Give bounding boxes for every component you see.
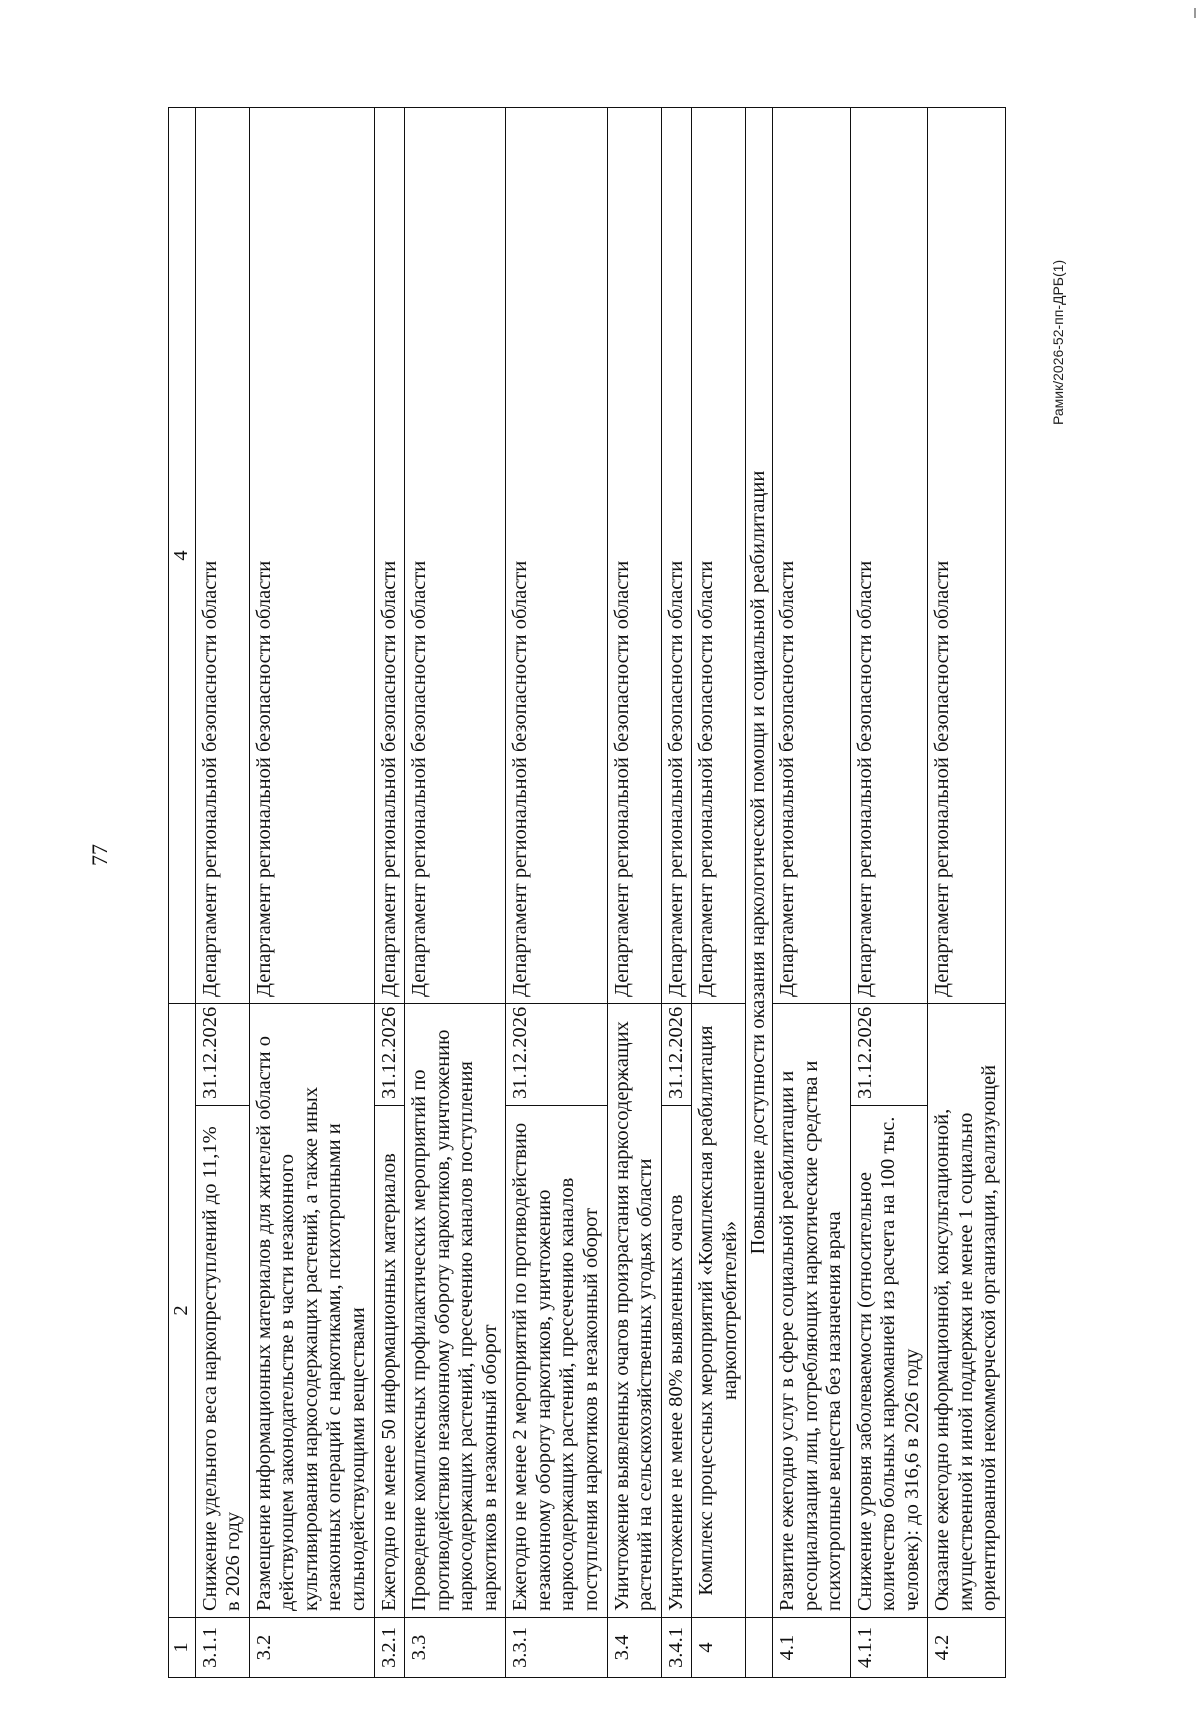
row-measure: Снижение удельного веса наркопреступлений до 11,1% в 2026 году bbox=[195, 1106, 249, 1618]
row-number: 3.3 bbox=[405, 1618, 506, 1678]
row-measure: Ежегодно не менее 2 мероприятий по противодействию незаконному обороту наркотиков, уничтожению наркосодержащих растений, пресечению каналов поступления наркотиков в незаконный оборот bbox=[506, 1106, 607, 1618]
table-row bbox=[195, 108, 249, 1678]
row-department: Департамент региональной безопасности области bbox=[772, 108, 850, 1004]
section-empty-cell bbox=[746, 1618, 773, 1678]
row-number: 3.1.1 bbox=[195, 1618, 249, 1678]
rotated-table-area bbox=[168, 108, 1018, 1678]
header-col-2: 2 bbox=[169, 1004, 196, 1618]
row-date: 31.12.2026 bbox=[850, 1004, 928, 1106]
row-department: Департамент региональной безопасности области bbox=[249, 108, 374, 1004]
table-row bbox=[772, 108, 850, 1678]
row-measure: Развитие ежегодно услуг в сфере социальной реабилитации и ресоциализации лиц, потребляющих наркотические средства и психотропные вещества без назначения врача bbox=[772, 1004, 850, 1618]
row-number: 4 bbox=[692, 1618, 746, 1678]
table-row bbox=[506, 108, 607, 1678]
table-row bbox=[607, 108, 661, 1678]
table-row bbox=[850, 108, 928, 1678]
row-department: Департамент региональной безопасности области bbox=[928, 108, 1006, 1004]
row-department: Департамент региональной безопасности области bbox=[195, 108, 249, 1004]
table-row bbox=[249, 108, 374, 1678]
table-row bbox=[374, 108, 405, 1678]
row-measure: Ежегодно не менее 50 информационных материалов bbox=[374, 1106, 405, 1618]
section-heading-row bbox=[746, 108, 773, 1678]
row-measure: Уничтожение выявленных очагов произрастания наркосодержащих растений на сельскохозяйственных угодьях области bbox=[607, 1004, 661, 1618]
row-department: Департамент региональной безопасности области bbox=[506, 108, 607, 1004]
table-row bbox=[405, 108, 506, 1678]
row-number: 3.4.1 bbox=[661, 1618, 692, 1678]
row-date: 31.12.2026 bbox=[661, 1004, 692, 1106]
row-date: 31.12.2026 bbox=[506, 1004, 607, 1106]
table-row bbox=[661, 108, 692, 1678]
row-measure: Комплекс процессных мероприятий «Комплексная реабилитация наркопотребителей» bbox=[692, 1004, 746, 1618]
row-measure: Размещение информационных материалов для жителей области о действующем законодательстве в части незаконного культивирования наркосодержащих растений, а также иных незаконных операций с наркотиками, психотропными и сильнодействующими веществами bbox=[249, 1004, 374, 1618]
row-number: 4.1.1 bbox=[850, 1618, 928, 1678]
row-number: 4.2 bbox=[928, 1618, 1006, 1678]
row-number: 3.3.1 bbox=[506, 1618, 607, 1678]
row-number: 3.4 bbox=[607, 1618, 661, 1678]
document-code: Рамик/2026-52-пп-ДРБ(1) bbox=[1050, 259, 1066, 425]
row-number: 3.2 bbox=[249, 1618, 374, 1678]
page-number: 77 bbox=[87, 844, 112, 866]
scan-edge-mark bbox=[1194, 8, 1196, 18]
row-measure: Проведение комплексных профилактических мероприятий по противодействию незаконному обороту наркотиков, уничтожению наркосодержащих растений, пресечению каналов поступления наркотиков в незаконный оборот bbox=[405, 1004, 506, 1618]
row-department: Департамент региональной безопасности области bbox=[374, 108, 405, 1004]
row-measure: Оказание ежегодно информационной, консультационной, имущественной и иной поддержки не менее 1 социально ориентированной некоммерческой организации, реализующей bbox=[928, 1004, 1006, 1618]
row-date: 31.12.2026 bbox=[374, 1004, 405, 1106]
row-department: Департамент региональной безопасности области bbox=[405, 108, 506, 1004]
table-row bbox=[692, 108, 746, 1678]
row-number: 3.2.1 bbox=[374, 1618, 405, 1678]
row-department: Департамент региональной безопасности области bbox=[607, 108, 661, 1004]
row-department: Департамент региональной безопасности области bbox=[692, 108, 746, 1004]
row-date: 31.12.2026 bbox=[195, 1004, 249, 1106]
header-col-4: 4 bbox=[169, 108, 196, 1004]
row-measure: Уничтожение не менее 80% выявленных очагов bbox=[661, 1106, 692, 1618]
section-heading: Повышение доступности оказания наркологической помощи и социальной реабилитации bbox=[746, 108, 773, 1618]
row-department: Департамент региональной безопасности области bbox=[850, 108, 928, 1004]
row-number: 4.1 bbox=[772, 1618, 850, 1678]
header-col-1: 1 bbox=[169, 1618, 196, 1678]
table-row bbox=[928, 108, 1006, 1678]
plan-table bbox=[168, 107, 1006, 1678]
row-measure: Снижение уровня заболеваемости (относительное количество больных наркоманией из расчета на 100 тыс. человек): до 316,6 в 2026 году bbox=[850, 1106, 928, 1618]
table-header-row bbox=[169, 108, 196, 1678]
row-department: Департамент региональной безопасности области bbox=[661, 108, 692, 1004]
